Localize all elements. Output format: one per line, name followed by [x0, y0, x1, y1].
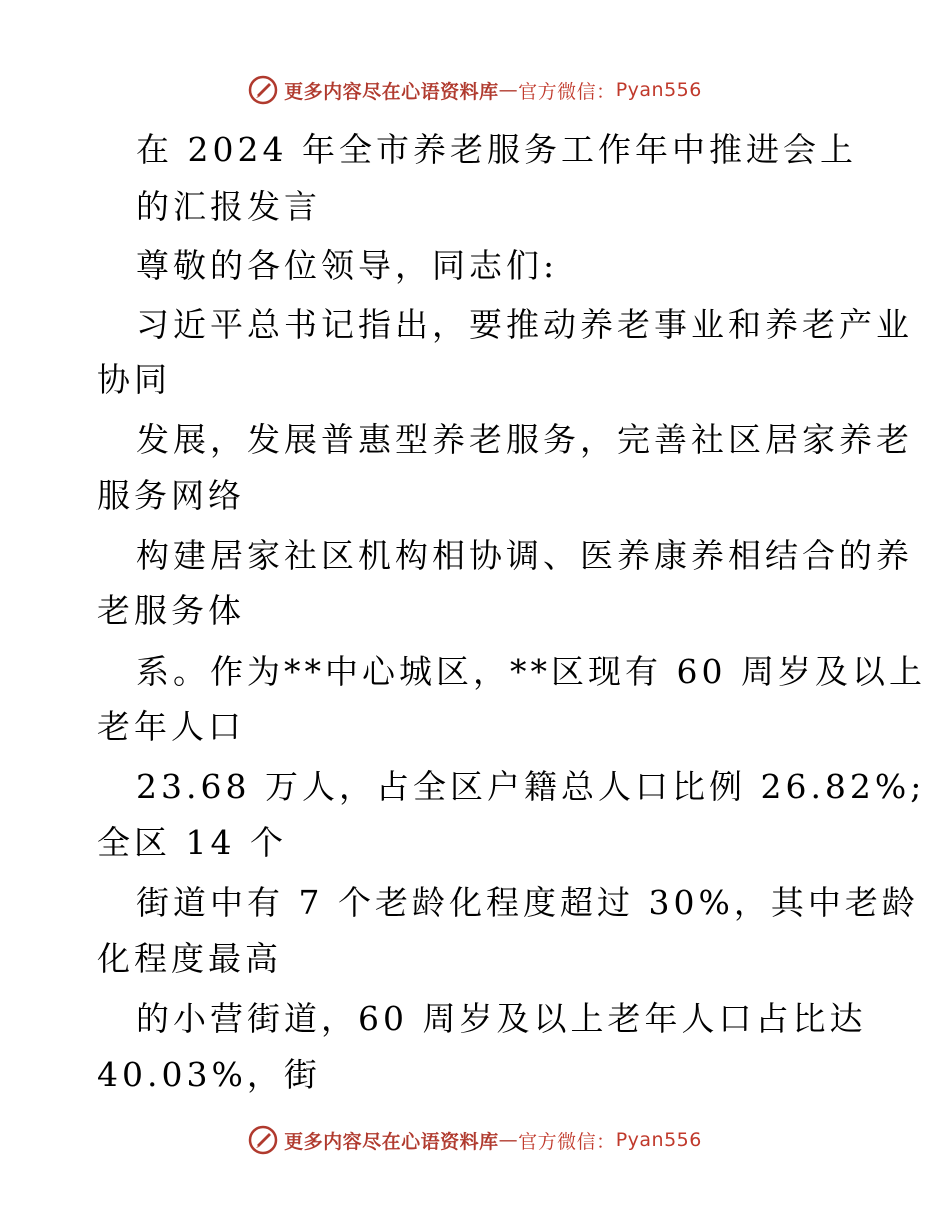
paragraph-line: 全区 14 个: [97, 823, 287, 862]
paragraph-line: 23.68 万人，占全区户籍总人口比例 26.82%;: [136, 767, 926, 806]
paragraph-line: 系。作为**中心城区，**区现有 60 周岁及以上: [136, 652, 926, 691]
paragraph-line: 发展，发展普惠型养老服务，完善社区居家养老: [136, 420, 913, 459]
paragraph-line: 化程度最高: [97, 939, 282, 978]
watermark-wechat-label: 官方微信：: [518, 80, 616, 103]
watermark-header: [0, 70, 950, 110]
watermark-main-text: 更多内容尽在心语资料库: [284, 80, 499, 103]
document-title-line-2: 的汇报发言: [136, 187, 321, 226]
paragraph-line: 老服务体: [97, 591, 245, 630]
paragraph-line: 的小营街道，60 周岁及以上老年人口占比达: [136, 999, 867, 1038]
paragraph-line: 构建居家社区机构相协调、医养康养相结合的养: [136, 536, 913, 575]
logo-icon: [248, 75, 278, 105]
paragraph-line: 40.03%，街: [97, 1055, 321, 1094]
watermark-wechat-label: 官方微信：: [518, 1130, 616, 1153]
watermark-main-text: 更多内容尽在心语资料库: [284, 1130, 499, 1153]
paragraph-line: 习近平总书记指出，要推动养老事业和养老产业: [136, 305, 913, 344]
paragraph-line: 老年人口: [97, 707, 245, 746]
salutation: 尊敬的各位领导，同志们:: [136, 246, 559, 285]
paragraph-line: 街道中有 7 个老龄化程度超过 30%，其中老龄: [136, 883, 919, 922]
paragraph-line: 协同: [97, 360, 171, 399]
document-title-line-1: 在 2024 年全市养老服务工作年中推进会上: [136, 130, 857, 169]
watermark-wechat-id: Pyan556: [615, 79, 702, 101]
watermark-footer: [0, 1120, 950, 1160]
watermark-dash: —: [498, 79, 519, 101]
watermark-wechat-id: Pyan556: [615, 1129, 702, 1151]
logo-icon: [248, 1125, 278, 1155]
paragraph-line: 服务网络: [97, 476, 245, 515]
watermark-dash: —: [498, 1129, 519, 1151]
